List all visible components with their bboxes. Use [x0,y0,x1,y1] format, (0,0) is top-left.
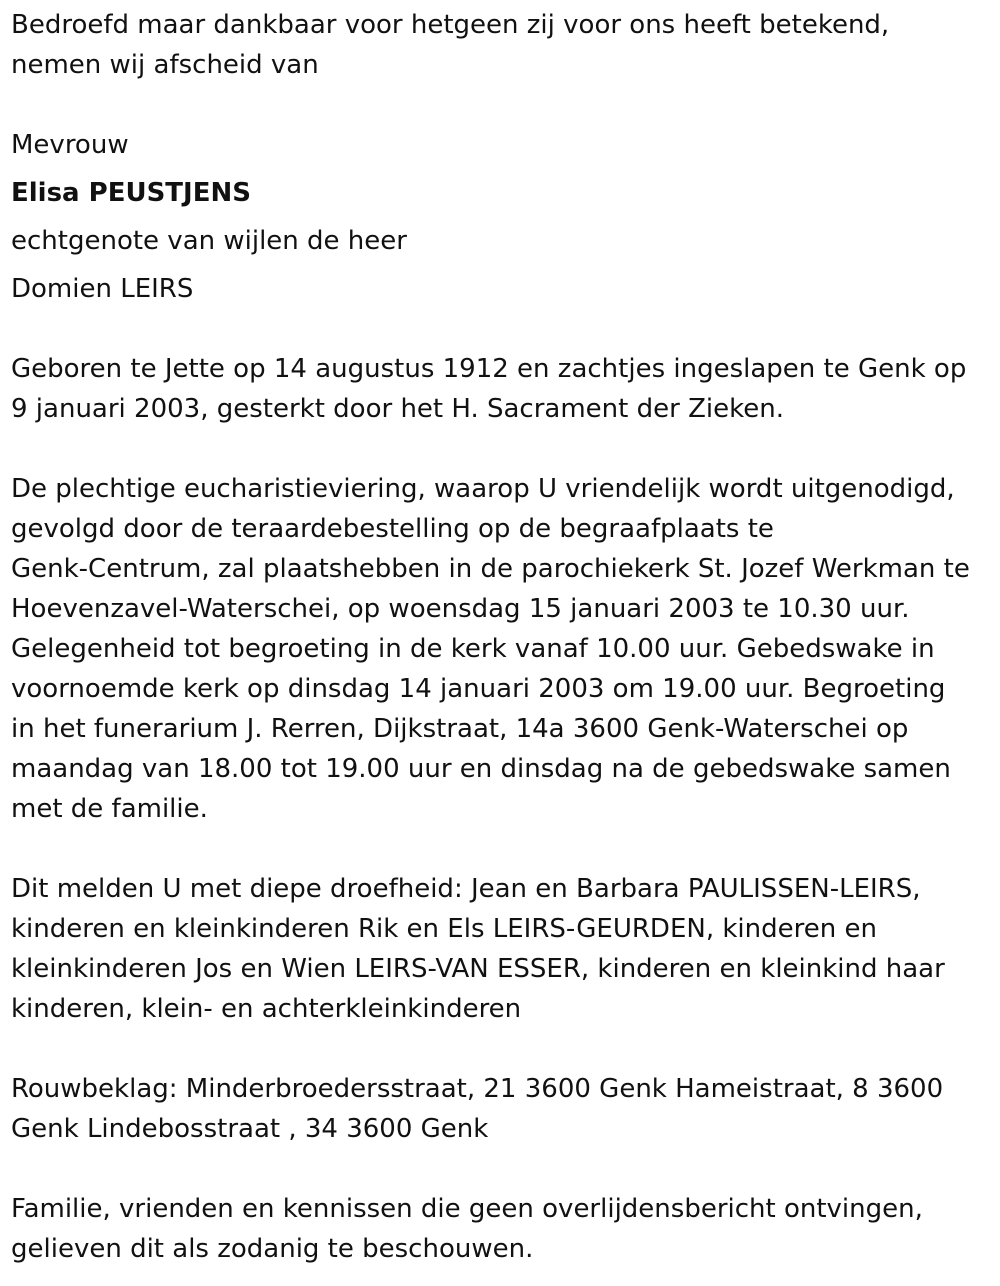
intro-line: nemen wij afscheid van [11,50,319,80]
family-line: Dit melden U met diepe droefheid: Jean en Barbara PAULISSEN-LEIRS, [11,874,921,904]
birth-death-line: Geboren te Jette op 14 augustus 1912 en zachtjes ingeslapen te Genk op [11,354,967,384]
ceremony-line: Genk-Centrum, zal plaatshebben in de parochiekerk St. Jozef Werkman te [11,554,970,584]
birth-death-line: 9 januari 2003, gesterkt door het H. Sacrament der Zieken. [11,394,784,424]
ceremony-line: gevolgd door de teraardebestelling op de begraafplaats te [11,514,774,544]
ceremony-line: met de familie. [11,794,208,824]
ceremony-line: Hoevenzavel-Waterschei, op woensdag 15 januari 2003 te 10.30 uur. [11,594,910,624]
mourning-address-line: Genk Lindebosstraat , 34 3600 Genk [11,1114,489,1144]
ceremony-line: Gelegenheid tot begroeting in de kerk vanaf 10.00 uur. Gebedswake in [11,634,935,664]
intro-line: Bedroefd maar dankbaar voor hetgeen zij voor ons heeft betekend, [11,10,890,40]
deceased-title: Mevrouw [11,130,129,160]
mourning-address-line: Rouwbeklag: Minderbroedersstraat, 21 3600 Genk Hameistraat, 8 3600 [11,1074,944,1104]
closing-line: Familie, vrienden en kennissen die geen overlijdensbericht ontvingen, [11,1194,923,1224]
family-line: kinderen, klein- en achterkleinkinderen [11,994,522,1024]
ceremony-line: in het funerarium J. Rerren, Dijkstraat, 14a 3600 Genk-Waterschei op [11,714,909,744]
closing-line: gelieven dit als zodanig te beschouwen. [11,1234,534,1264]
family-line: kinderen en kleinkinderen Rik en Els LEIRS-GEURDEN, kinderen en [11,914,877,944]
ceremony-line: voornoemde kerk op dinsdag 14 januari 2003 om 19.00 uur. Begroeting [11,674,946,704]
spouse-name: Domien LEIRS [11,274,194,304]
ceremony-line: De plechtige eucharistieviering, waarop U vriendelijk wordt uitgenodigd, [11,474,955,504]
deceased-name: Elisa PEUSTJENS [11,178,251,208]
ceremony-line: maandag van 18.00 tot 19.00 uur en dinsdag na de gebedswake samen [11,754,951,784]
deceased-relation: echtgenote van wijlen de heer [11,226,407,256]
family-line: kleinkinderen Jos en Wien LEIRS-VAN ESSER, kinderen en kleinkind haar [11,954,945,984]
